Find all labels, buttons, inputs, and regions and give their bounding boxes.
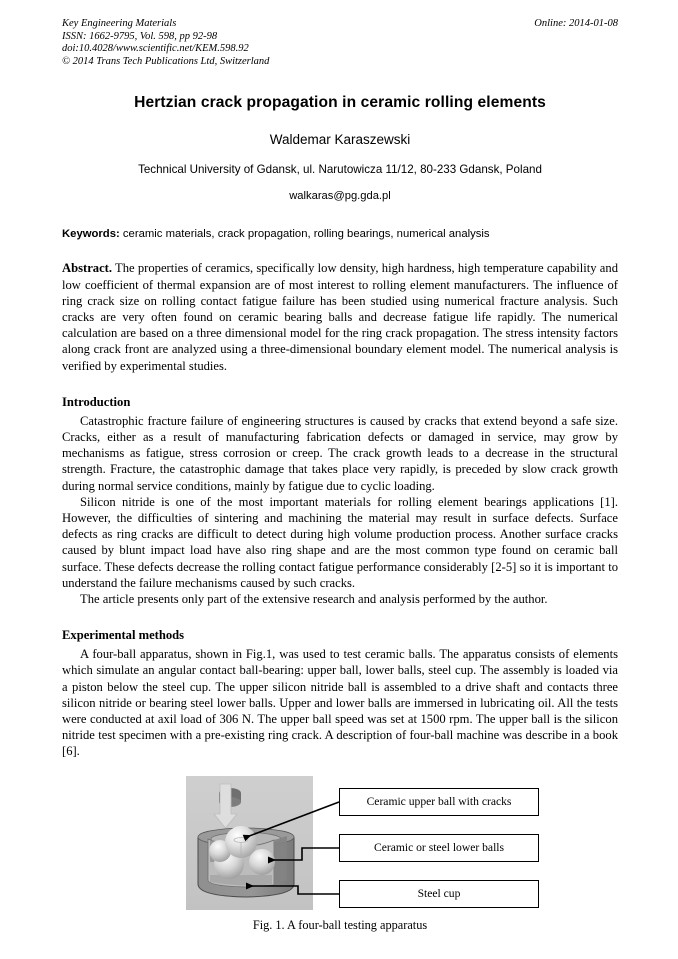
section-heading-introduction: Introduction (62, 394, 131, 409)
author-affiliation: Technical University of Gdansk, ul. Narutowicza 11/12, 80-233 Gdansk, Poland (138, 163, 542, 177)
figure-inner (62, 776, 618, 932)
journal-header (62, 18, 618, 68)
paper-title: Hertzian crack propagation in ceramic rolling elements (134, 94, 546, 112)
introduction-paragraph-3: The article presents only part of the extensive research and analysis performed by the author. (80, 592, 548, 607)
journal-doi: doi:10.4028/www.scientific.net/KEM.598.92 (62, 43, 249, 55)
page-content (62, 18, 618, 944)
experimental-methods-paragraph-1: A four-ball apparatus, shown in Fig.1, was used to test ceramic balls. The apparatus consists of elements which simulate an angular contact ball-bearing: upper ball, lower balls, steel cup. The assembly is loaded via a piston below the steel cup. The upper silicon nitride ball is assembled to a drive shaft and contacts three silicon nitride or bearing steel lower balls. Upper and lower balls are immersed in lubricating oil. All the tests were conducted at axil load of 306 N. The upper ball speed was set at 1500 rpm. The upper ball is the silicon nitride test specimen with a pre-existing ring crack. A description of four-ball machine was describe in a book [6]. (62, 647, 618, 759)
keywords-line (62, 228, 618, 240)
introduction-paragraph-1: Catastrophic fracture failure of engineering structures is caused by cracks that extend beyond a safe size. Cracks, either as a result of manufacturing fabrication defects or damaged in service, may grow by mechanisms as fatigue, stress corrosion or creep. The crack growth leads to a decrease in the structural strength. Fracture, the catastrophic damage that takes place very rapidly, is preceded by slow crack growth during normal service conditions, mainly by fatigue due to cyclic loading. (62, 413, 618, 493)
apparatus-svg (186, 776, 313, 910)
four-ball-apparatus-image (186, 776, 313, 910)
section-heading-experimental-methods: Experimental methods (62, 628, 185, 643)
journal-copyright: © 2014 Trans Tech Publications Ltd, Switzerland (62, 55, 270, 67)
journal-name: Key Engineering Materials (62, 18, 177, 29)
journal-issn: ISSN: 1662-9795, Vol. 598, pp 92-98 (62, 30, 218, 42)
author-name: Waldemar Karaszewski (269, 132, 411, 148)
abstract-label: Abstract. (62, 261, 113, 276)
figure-caption: Fig. 1. A four-ball testing apparatus (252, 917, 428, 932)
keywords-value: ceramic materials, crack propagation, rolling bearings, numerical analysis (119, 228, 490, 241)
callout-steel-cup: Steel cup (339, 880, 539, 908)
abstract-text: The properties of ceramics, specifically low density, high hardness, high temperature capability and low coefficient of thermal expansion are of most interest to rolling element manufacturers. The influence of ring crack size on rolling contact fatigue failure has been studied using numerical fracture analysis. Such cracks are very often found on ceramic bearing balls and decrease fatigue life rapidly. The numerical calculation are based on a three dimensional model for the ring crack propagation. The stress intensity factors along crack front are analyzed using a three-dimensional boundary element model. The numerical analysis is verified by experimental studies. (62, 261, 618, 373)
author-email: walkaras@pg.gda.pl (289, 190, 391, 203)
online-date: Online: 2014-01-08 (534, 18, 618, 29)
callout-upper-ball: Ceramic upper ball with cracks (339, 788, 539, 816)
journal-header-left (62, 18, 482, 68)
keywords-label: Keywords: (62, 228, 120, 241)
callout-lower-balls: Ceramic or steel lower balls (339, 834, 539, 862)
lower-ball-right (249, 849, 275, 875)
abstract-block (62, 260, 618, 373)
figure-1 (62, 776, 618, 944)
introduction-paragraph-2: Silicon nitride is one of the most important materials for rolling element bearings applications [1]. However, the difficulties of sintering and machining the material may result in surface defects. Surface defects as ring cracks are difficult to detect during high volume production process. Another surface cracks caused by blunt impact load have also ring shape and are the most common type found on ceramic ball surface. These defects decrease the rolling contact fatigue performance considerably [2-5] so it is important to understand the failure mechanisms caused by such cracks. (62, 494, 618, 590)
